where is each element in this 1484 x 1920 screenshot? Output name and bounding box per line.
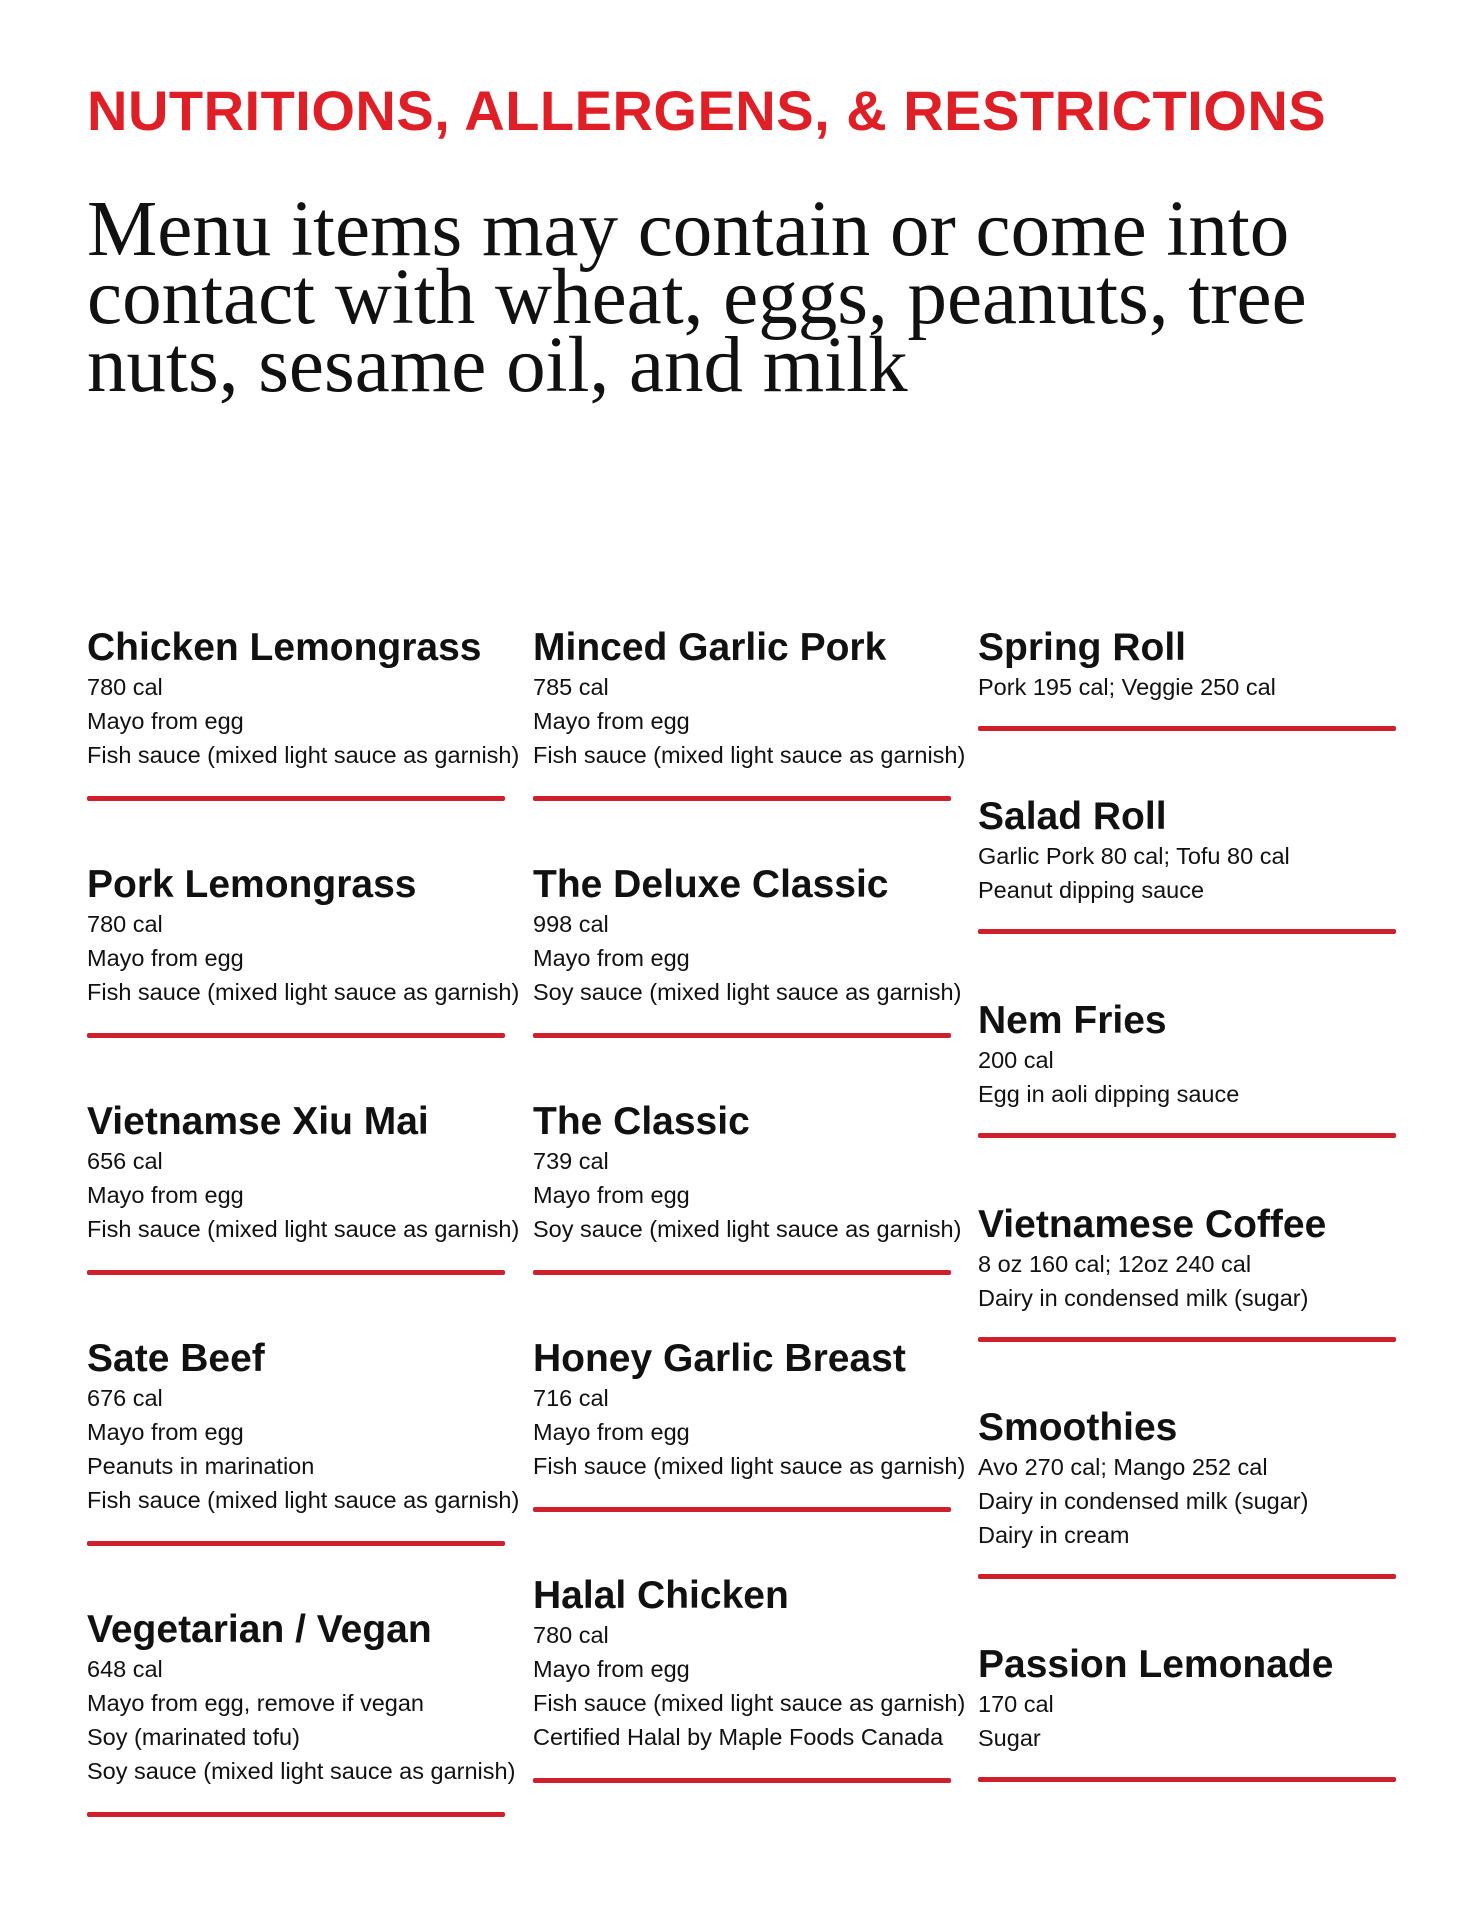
item-allergen: Fish sauce (mixed light sauce as garnish) — [87, 1487, 520, 1513]
item-allergen: Fish sauce (mixed light sauce as garnish) — [533, 1690, 966, 1716]
item-name: Smoothies — [978, 1406, 1178, 1449]
item-calories: Avo 270 cal; Mango 252 cal — [978, 1454, 1268, 1480]
item-calories: 780 cal — [87, 674, 163, 700]
item-divider — [978, 1777, 1396, 1782]
item-calories: 170 cal — [978, 1691, 1054, 1717]
item-allergen: Dairy in condensed milk (sugar) — [978, 1285, 1309, 1311]
item-calories: 716 cal — [533, 1385, 609, 1411]
item-divider — [533, 1033, 951, 1038]
item-name: Chicken Lemongrass — [87, 626, 482, 669]
menu-item-nem-fries — [978, 999, 1396, 1111]
item-allergen: Egg in aoli dipping sauce — [978, 1081, 1240, 1107]
item-divider — [978, 1574, 1396, 1579]
item-allergen: Peanut dipping sauce — [978, 877, 1205, 903]
item-divider — [87, 1033, 505, 1038]
menu-item-vegetarian-vegan — [87, 1608, 516, 1788]
item-allergen: Mayo from egg — [87, 708, 244, 734]
item-allergen: Mayo from egg — [87, 1419, 244, 1445]
item-divider — [978, 726, 1396, 731]
item-calories: 648 cal — [87, 1656, 163, 1682]
item-calories: 998 cal — [533, 911, 609, 937]
item-allergen: Mayo from egg — [533, 945, 690, 971]
item-allergen: Fish sauce (mixed light sauce as garnish) — [87, 1216, 520, 1242]
item-divider — [87, 1270, 505, 1275]
menu-item-minced-garlic-pork — [533, 626, 966, 772]
item-calories: 780 cal — [87, 911, 163, 937]
item-allergen: Mayo from egg, remove if vegan — [87, 1690, 424, 1716]
item-allergen: Mayo from egg — [533, 708, 690, 734]
item-divider — [87, 1541, 505, 1546]
item-calories: Pork 195 cal; Veggie 250 cal — [978, 674, 1276, 700]
item-allergen: Sugar — [978, 1725, 1041, 1751]
item-divider — [87, 1812, 505, 1817]
item-name: The Classic — [533, 1100, 750, 1143]
item-divider — [978, 929, 1396, 934]
menu-item-salad-roll — [978, 795, 1396, 907]
item-divider — [533, 1270, 951, 1275]
item-calories: 656 cal — [87, 1148, 163, 1174]
item-calories: 739 cal — [533, 1148, 609, 1174]
item-calories: 780 cal — [533, 1622, 609, 1648]
item-divider — [978, 1133, 1396, 1138]
item-divider — [533, 1507, 951, 1512]
item-allergen: Dairy in cream — [978, 1522, 1130, 1548]
item-calories: 8 oz 160 cal; 12oz 240 cal — [978, 1251, 1252, 1277]
item-name: Sate Beef — [87, 1337, 265, 1380]
menu-item-smoothies — [978, 1406, 1396, 1552]
item-name: Salad Roll — [978, 795, 1167, 838]
menu-item-vietnamse-xiu-mai — [87, 1100, 520, 1246]
item-calories: 785 cal — [533, 674, 609, 700]
menu-item-passion-lemonade — [978, 1643, 1396, 1755]
item-name: Nem Fries — [978, 999, 1167, 1042]
item-allergen: Soy sauce (mixed light sauce as garnish) — [533, 979, 962, 1005]
menu-item-the-deluxe-classic — [533, 863, 962, 1009]
item-allergen: Fish sauce (mixed light sauce as garnish) — [533, 742, 966, 768]
item-allergen: Dairy in condensed milk (sugar) — [978, 1488, 1309, 1514]
item-name: The Deluxe Classic — [533, 863, 889, 906]
item-allergen: Mayo from egg — [533, 1182, 690, 1208]
item-name: Minced Garlic Pork — [533, 626, 887, 669]
item-name: Halal Chicken — [533, 1574, 789, 1617]
page-title: NUTRITIONS, ALLERGENS, & RESTRICTIONS — [87, 79, 1327, 142]
item-allergen: Mayo from egg — [533, 1419, 690, 1445]
item-name: Vietnamese Coffee — [978, 1203, 1327, 1246]
item-divider — [533, 1778, 951, 1783]
item-allergen: Mayo from egg — [87, 1182, 244, 1208]
menu-item-honey-garlic-breast — [533, 1337, 966, 1483]
item-allergen: Fish sauce (mixed light sauce as garnish) — [87, 979, 520, 1005]
item-name: Vietnamse Xiu Mai — [87, 1100, 429, 1143]
menu-item-pork-lemongrass — [87, 863, 520, 1009]
item-divider — [87, 796, 505, 801]
menu-item-the-classic — [533, 1100, 962, 1246]
menu-item-halal-chicken — [533, 1574, 966, 1754]
menu-item-chicken-lemongrass — [87, 626, 520, 772]
item-name: Vegetarian / Vegan — [87, 1608, 432, 1651]
item-allergen: Fish sauce (mixed light sauce as garnish) — [533, 1453, 966, 1479]
item-allergen: Fish sauce (mixed light sauce as garnish) — [87, 742, 520, 768]
item-allergen: Mayo from egg — [87, 945, 244, 971]
item-calories: 200 cal — [978, 1047, 1054, 1073]
item-name: Spring Roll — [978, 626, 1186, 669]
item-divider — [533, 796, 951, 801]
item-allergen: Soy (marinated tofu) — [87, 1724, 300, 1750]
item-allergen: Mayo from egg — [533, 1656, 690, 1682]
item-calories: Garlic Pork 80 cal; Tofu 80 cal — [978, 843, 1290, 869]
item-name: Passion Lemonade — [978, 1643, 1334, 1686]
item-allergen: Soy sauce (mixed light sauce as garnish) — [87, 1758, 516, 1784]
item-name: Honey Garlic Breast — [533, 1337, 906, 1380]
item-allergen: Peanuts in marination — [87, 1453, 315, 1479]
menu-item-spring-roll — [978, 626, 1396, 704]
item-name: Pork Lemongrass — [87, 863, 417, 906]
allergen-notice: Menu items may contain or come into contact with wheat, eggs, peanuts, tree nuts, sesame oil, and milk — [87, 186, 1307, 409]
item-divider — [978, 1337, 1396, 1342]
menu-item-vietnamese-coffee — [978, 1203, 1396, 1315]
item-calories: 676 cal — [87, 1385, 163, 1411]
item-allergen: Soy sauce (mixed light sauce as garnish) — [533, 1216, 962, 1242]
menu-item-sate-beef — [87, 1337, 520, 1517]
item-certification: Certified Halal by Maple Foods Canada — [533, 1724, 944, 1750]
